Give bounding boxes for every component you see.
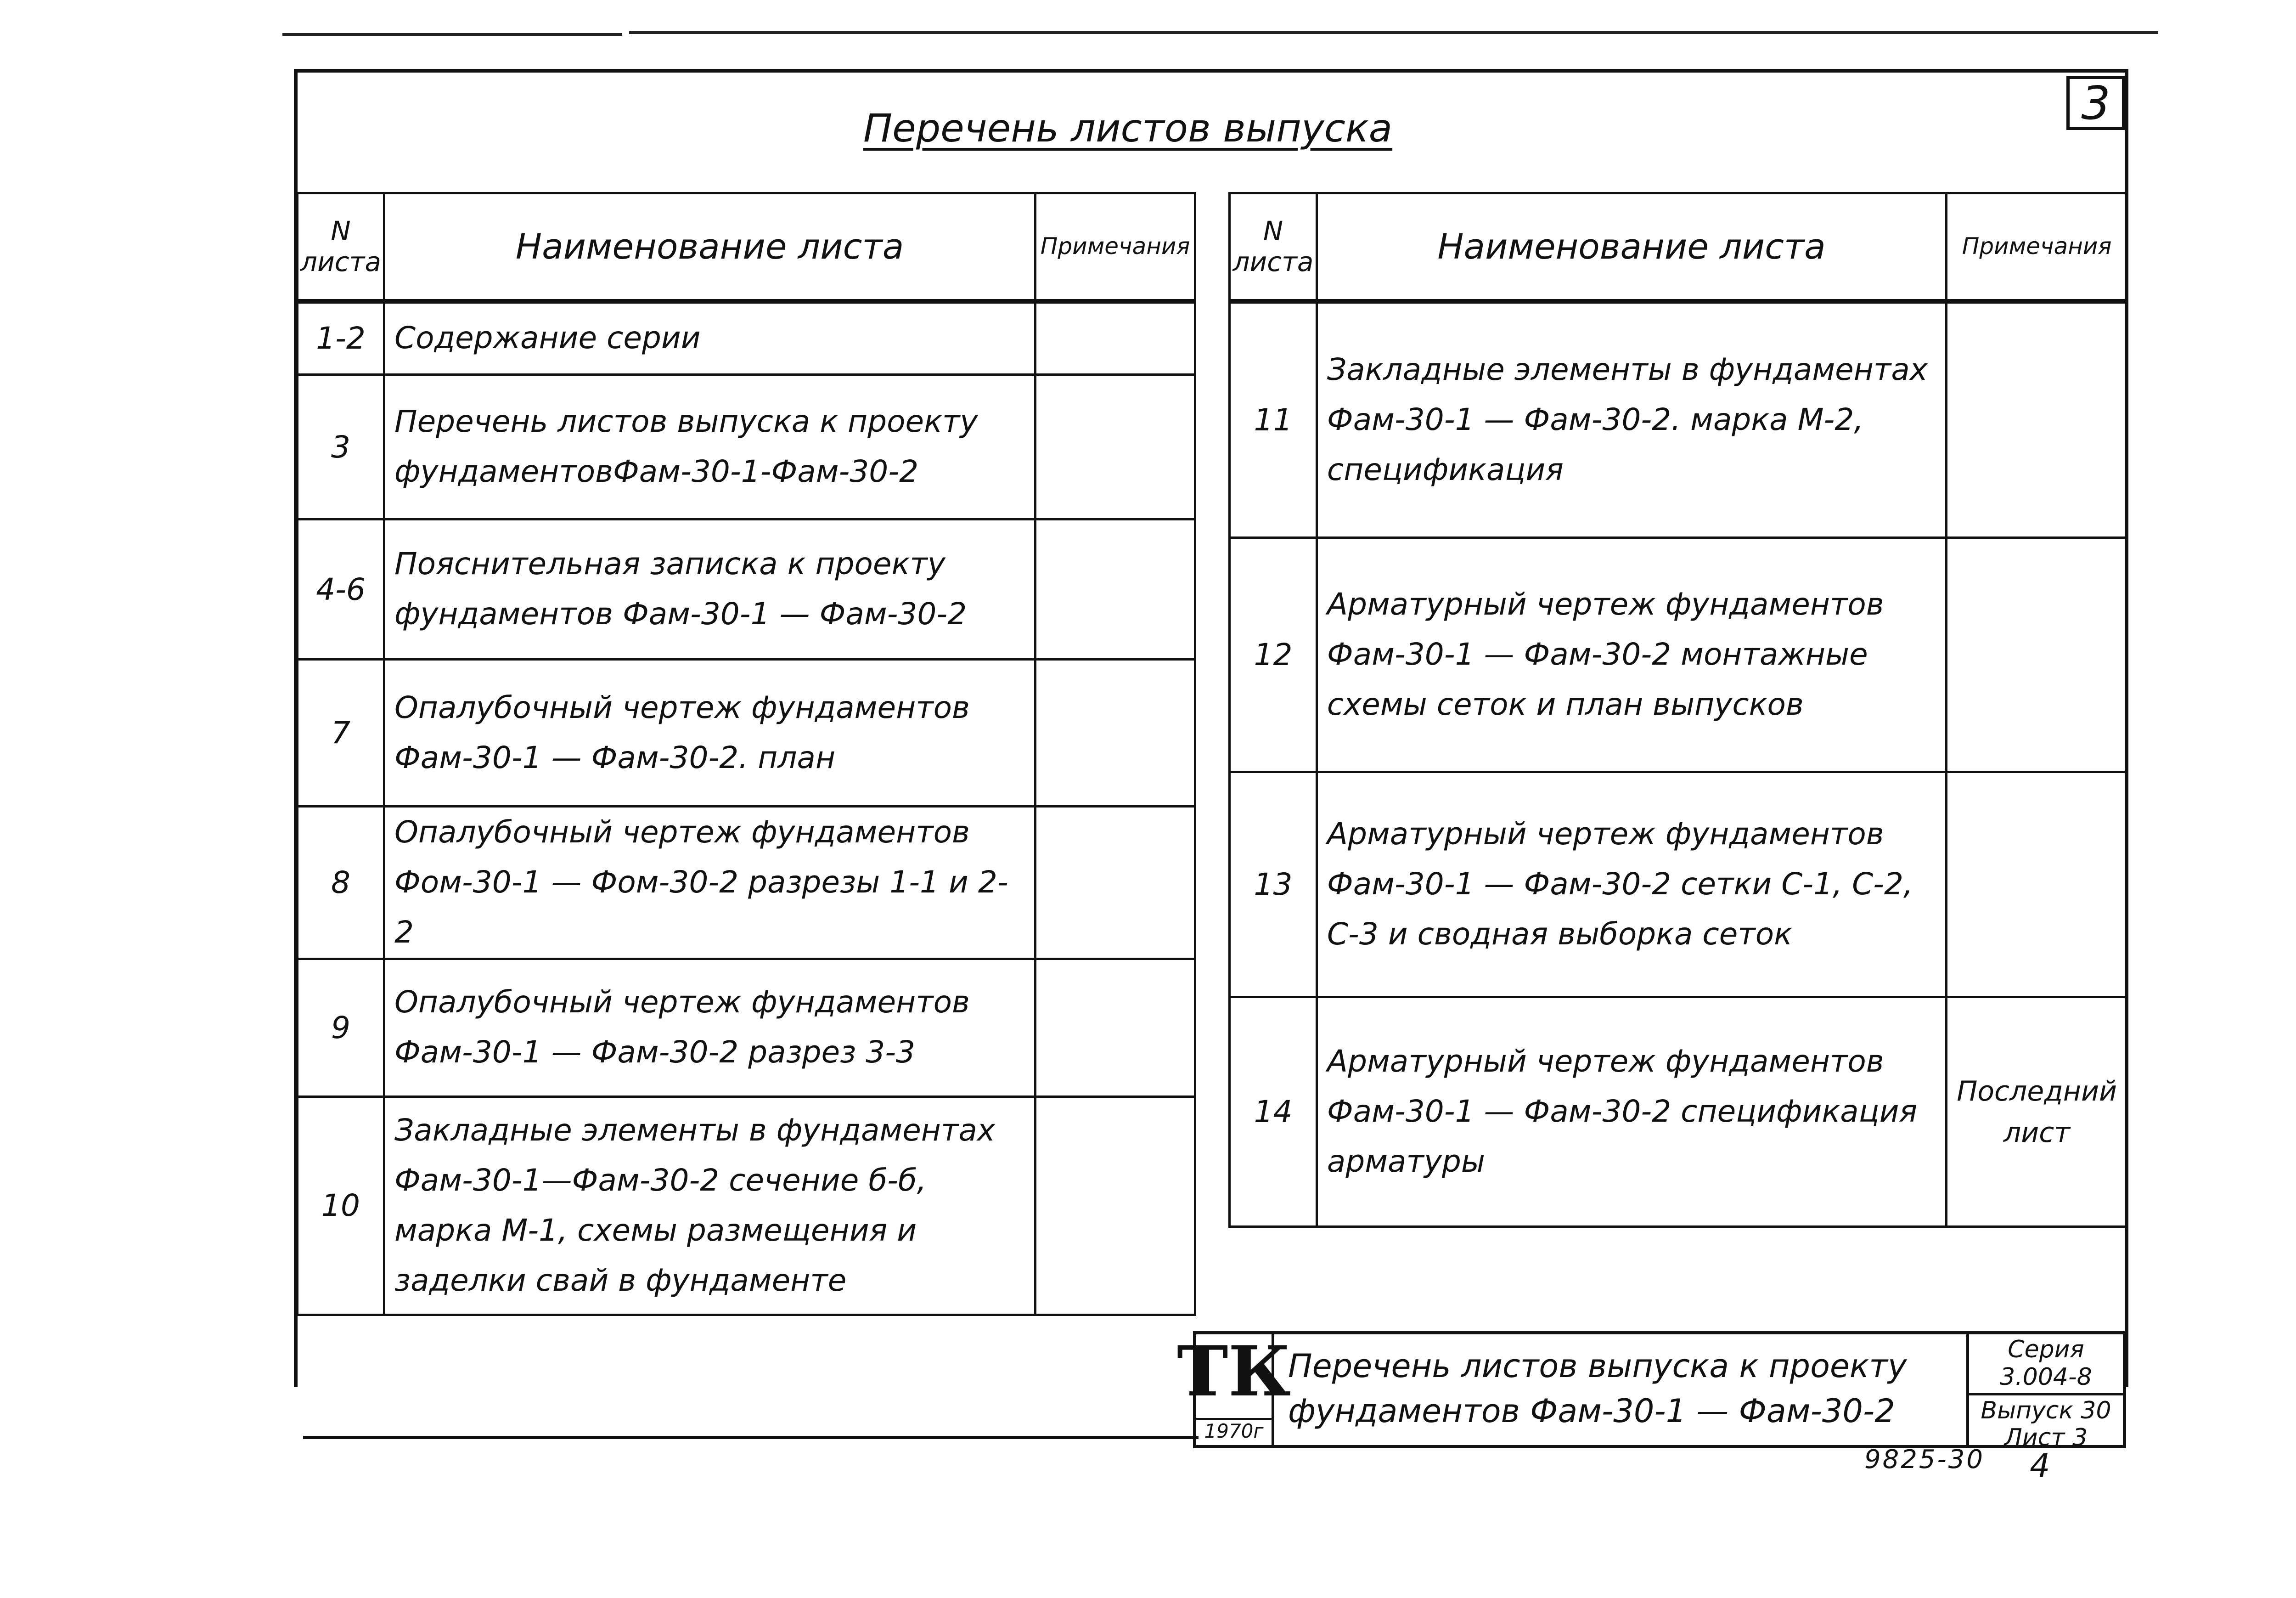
row-num: 7 <box>298 660 384 807</box>
header-num: N листа <box>298 193 384 301</box>
sheet-list-right <box>1228 192 2128 1228</box>
row-name: Пояснительная записка к проекту фундаментов Фам-30-1 — Фам-30-2 <box>384 519 1035 660</box>
header-name: Наименование листа <box>1317 193 1946 301</box>
bottom-rule <box>303 1436 1199 1439</box>
top-rule-right <box>629 31 2158 34</box>
table-row <box>1230 997 2127 1227</box>
sheet-number: 3 <box>2081 76 2110 130</box>
row-name: Арматурный чертеж фундаментов Фам-30-1 — Фам-30-2 сетки С-1, С-2, С-3 и сводная выборка сеток <box>1317 772 1946 997</box>
archive-code: 9825-30 <box>1864 1445 1985 1474</box>
table-row <box>1230 538 2127 772</box>
row-num: 9 <box>298 959 384 1096</box>
row-name: Содержание серии <box>384 301 1035 375</box>
row-name: Арматурный чертеж фундаментов Фам-30-1 — Фам-30-2 монтажные схемы сеток и план выпусков <box>1317 538 1946 772</box>
sheet-list-left <box>296 192 1196 1316</box>
series-label: Серия 3.004-8 <box>1969 1334 2123 1395</box>
table-row <box>298 519 1195 660</box>
table-row <box>1230 772 2127 997</box>
stamp-year: 1970г <box>1196 1418 1272 1442</box>
row-note <box>1035 519 1195 660</box>
row-note <box>1035 959 1195 1096</box>
table-header-row <box>1230 193 2127 301</box>
row-num: 12 <box>1230 538 1317 772</box>
header-note: Примечания <box>1947 193 2127 301</box>
row-num: 4-6 <box>298 519 384 660</box>
table-row <box>1230 301 2127 538</box>
row-name: Опалубочный чертеж фундаментов Фам-30-1 — Фам-30-2 разрез 3-3 <box>384 959 1035 1096</box>
series-block <box>1969 1334 2123 1452</box>
row-num: 11 <box>1230 301 1317 538</box>
row-note: Последний лист <box>1947 997 2127 1227</box>
row-note <box>1947 772 2127 997</box>
row-note <box>1035 660 1195 807</box>
row-note <box>1947 538 2127 772</box>
row-name: Арматурный чертеж фундаментов Фам-30-1 — Фам-30-2 спецификация арматуры <box>1317 997 1946 1227</box>
title-block <box>1176 1331 2126 1452</box>
table-row <box>298 1096 1195 1315</box>
row-name: Опалубочный чертеж фундаментов Фам-30-1 — Фам-30-2. план <box>384 660 1035 807</box>
row-num: 10 <box>298 1096 384 1315</box>
row-num: 14 <box>1230 997 1317 1227</box>
row-num: 3 <box>298 375 384 519</box>
row-note <box>1035 301 1195 375</box>
page-number: 4 <box>2030 1447 2050 1485</box>
table-row <box>298 660 1195 807</box>
sheet-number-box <box>2066 76 2125 130</box>
row-num: 8 <box>298 807 384 959</box>
table-header-row <box>298 193 1195 301</box>
table-row <box>298 807 1195 959</box>
row-name: Закладные элементы в фундаментах Фам-30-1 — Фам-30-2. марка М-2, спецификация <box>1317 301 1946 538</box>
row-note <box>1035 375 1195 519</box>
organization-mark <box>1176 1331 1291 1445</box>
row-note <box>1035 807 1195 959</box>
header-num: N листа <box>1230 193 1317 301</box>
top-rule-left <box>282 33 622 36</box>
table-row <box>298 375 1195 519</box>
row-num: 1-2 <box>298 301 384 375</box>
row-note <box>1035 1096 1195 1315</box>
header-note: Примечания <box>1035 193 1195 301</box>
page-title: Перечень листов выпуска <box>863 106 1393 151</box>
row-name: Закладные элементы в фундаментах Фам-30-1—Фам-30-2 сечение б-б, марка М-1, схемы размещения и заделки свай в фундаменте <box>384 1096 1035 1315</box>
issue-label: Выпуск 30 Лист 3 <box>1981 1396 2111 1452</box>
row-num: 13 <box>1230 772 1317 997</box>
stamp-description: Перечень листов выпуска к проекту фундаментов Фам-30-1 — Фам-30-2 <box>1274 1334 1969 1445</box>
row-note <box>1947 301 2127 538</box>
table-row <box>298 301 1195 375</box>
table-row <box>298 959 1195 1096</box>
row-name: Опалубочный чертеж фундаментов Фом-30-1 — Фом-30-2 разрезы 1-1 и 2-2 <box>384 807 1035 959</box>
header-name: Наименование листа <box>384 193 1035 301</box>
tk-logo: ТК <box>1176 1331 1291 1412</box>
row-name: Перечень листов выпуска к проекту фундаментовФам-30-1-Фам-30-2 <box>384 375 1035 519</box>
